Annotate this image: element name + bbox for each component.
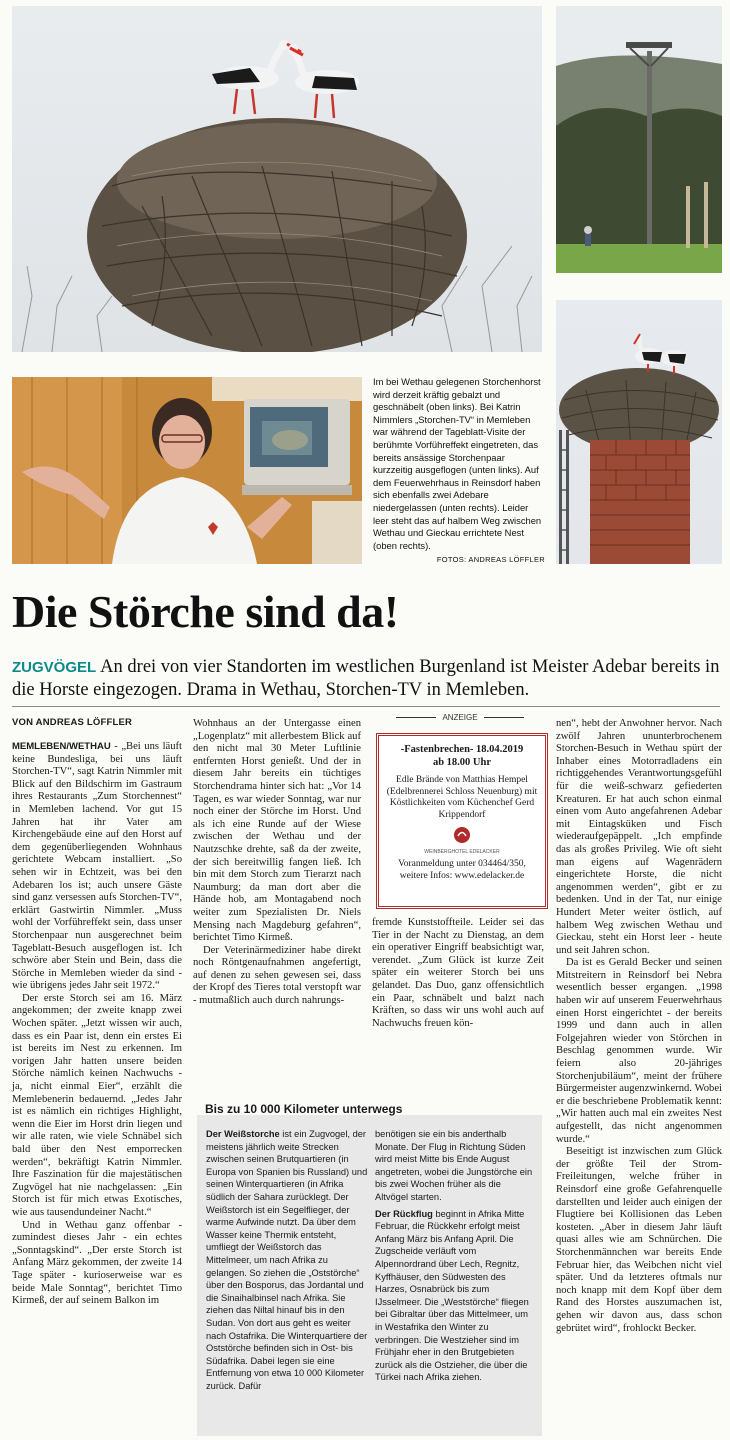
info-box-lead: Der Weißstorche xyxy=(206,1129,280,1139)
rubric-tag: ZUGVÖGEL xyxy=(12,659,97,676)
deck-text: An drei von vier Standorten im westlichen Burgenland ist Meister Adebar bereits in die Horste eingezogen. Drama in Wethau, Storchen-TV in Memleben. xyxy=(12,657,720,700)
byline: VON ANDREAS LÖFFLER xyxy=(12,717,133,728)
article-column-2 xyxy=(193,718,361,1008)
headline: Die Störche sind da! xyxy=(12,586,399,637)
photo-empty-nest-pole xyxy=(556,6,722,273)
caption-text: Im bei Wethau gelegenen Storchenhorst wird derzeit kräftig gebalzt und geschnäbelt (oben links). Bei Katrin Nimmlers „Storchen-TV“ in Memleben war während der Tageblatt-Visite der berühmte Vorführeffekt eingetreten, das bereits ansässige Storchenpaar kurzzeitig ausgeflogen (unten links). Auf dem Feuerwehrhaus in Reinsdorf haben sich ebenfalls zwei Adebare niedergelassen (unten rechts). Leider leer steht das auf halbem Weg zwischen Wethau und Gieckau errichtete Nest (oben rechts). xyxy=(373,376,542,551)
article-paragraph: Wohnhaus an der Untergasse einen „Logenplatz“ mit allerbestem Blick auf den nicht mal 30 Meter Luftlinie entfernten Horst genießt. Und der in diesem Jahr bereits ein tüchtiges Storchendrama hinter sich hat: „Vor 14 Tagen, es war wieder Sonntag, war nur noch einer der Störche im Horst. Und als ich eine Runde auf der Wiese zwischen der Wethau und der Nautzschke drehte, saß da der zweite, der sich bereitwillig fangen ließ. Ich bin mit dem Storch zum Tierarzt nach Naumburg; da man dort aber die Hände hob, am Montagabend noch weiter zum Spezialisten Dr. Niels Mensing nach Magdeburg gefahren“, berichtet Timo Kirmeß. xyxy=(193,718,361,944)
divider-line xyxy=(12,706,720,707)
ad-contact: Voranmeldung unter 034464/350, weitere Infos: www.edelacker.de xyxy=(398,859,526,881)
photo-storchen-tv-memleben xyxy=(12,377,362,564)
info-box-title: Bis zu 10 000 Kilometer unterwegs xyxy=(205,1102,403,1116)
article-column-4 xyxy=(556,718,722,1335)
article-column-1 xyxy=(12,741,182,1308)
photo-credit: FOTOS: ANDREAS LÖFFLER xyxy=(436,555,545,565)
deck xyxy=(12,656,720,701)
article-paragraph: MEMLEBEN/WETHAU - „Bei uns läuft keine Bundesliga, bei uns läuft Storchen-TV“, sagt Katrin Nimmler mit Blick auf den Bildschirm im Gastraum ihres Restaurants „Zum Storchennest“ in Memleben lachend. Vor gut 15 Jahren hat ihr Vater am Kirchengebäude eine auf den Horst auf dem gegenüberliegenden Wohnhaus gerichtete Webcam installiert. „So sehen wir in Echtzeit, was bei den Adebaren los ist; auch unsere Gäste sind ganz versessen aufs Storchen-TV“, erklärt Gastwirtin Nimmler. „Muss wohl der Vorführeffekt sein, dass unser Storchenpaar nun ausgerechnet beim Tageblatt-Besuch ausgeflogen ist. Ich schwöre aber Stein und Bein, dass die Störche in Memleben wieder da sind - wie übrigens jedes Jahr seit 1972.“ xyxy=(12,741,182,992)
article-paragraph: Der erste Storch sei am 16. März angekommen; der zweite knapp zwei Wochen später. „Jetzt wissen wir auch, dass es ein Paar ist, denn ein erstes Ei ist bereits im Nest zu erkennen. Im vorigen Jahr hatten unsere beiden Störche nämlich keinen Nachwuchs - ja, nicht einmal Eier“, erzählt die Memlebenerin bedauernd. „Jedes Jahr ist es nämlich ein richtiges Highlight, wenn die Eier im Horst drin liegen und wir alle raten, wie viele Schnäbel sich bald über den Nest emporrecken werden“, bekräftigt Katrin Nimmler. Ihre Faszination für die majestätischen Zugvögel hat nie nachgelassen: „Ein Storch ist für mich etwas Exotisches, wie aus tausendundeiner Nacht.“ xyxy=(12,992,182,1218)
ad-body: Edle Brände von Matthias Hempel (Edelbrennerei Schloss Neuenburg) mit Köstlichkeiten vom Küchenchef Gerd Krippendorf xyxy=(386,775,538,820)
info-box-lead: Der Rückflug xyxy=(375,1208,433,1219)
article-paragraph: Der Veterinärmediziner habe direkt noch Röntgenaufnahmen angefertigt, auf denen zu sehen gewesen sei, dass der Kropf des Tieres total verstopft war - mutmaßlich auch durch nahrungs- xyxy=(193,944,361,1007)
info-box-column-left: Der Weißstorche ist ein Zugvogel, der meistens jährlich weite Strecken zwischen seinen Brutquartieren (in Europa von Spanien bis Russland) und seinen Winterquartieren (in Afrika südlich der Sahara zurücklegt. Der Weißstorch ist ein Segelflieger, der warme Aufwinde nutzt. Da über dem Wasser keine Thermik entsteht, umfliegt der Weißstorch das Mittelmeer, um nach Afrika zu gelangen. So ziehen die „Oststörche“ über den Bosporus, das Jordantal und die Sinaihalbinsel nach Afrika. Sie ziehen das Niltal hinauf bis in den Sudan. Von dort aus geht es weiter nach Ostafrika. Die Winterquartiere der Oststörche befinden sich in Ost- bis Südafrika. Dabei legen sie eine Entfernung von etwa 10 000 Kilometer zurück. Dafür xyxy=(206,1129,368,1391)
photo-caption xyxy=(373,376,545,567)
ad-headline: -Fastenbrechen- 18.04.2019 ab 18.00 Uhr xyxy=(400,744,524,768)
ad-label: ANZEIGE xyxy=(372,713,548,722)
article-paragraph: Und in Wethau ganz offenbar - zumindest dieses Jahr - ein echtes „Sonntagskind“. „Der erste Storch ist Anfang März gekommen, der zweite 14 Tage später - kurioserweise war es beide Male Sonntag“, berichtet Timo Kirmeß, der auf seinem Balkon im xyxy=(12,1219,182,1307)
photo-storks-fire-station-reinsdorf xyxy=(556,300,722,564)
advertisement[interactable] xyxy=(376,733,548,909)
article-column-3 xyxy=(372,917,544,1030)
ad-logo: WEINBERGHOTEL EDELACKER xyxy=(379,826,545,855)
info-box-column-right: benötigen sie ein bis anderthalb Monate. Der Flug in Richtung Süden wird meist Mitte bis Ende August angetreten, wobei die Jungstörche ein bis zwei Wochen früher als die Altvögel starten. Der Rückflug beginnt in Afrika Mitte Februar, die Rückkehr erfolgt meist Anfang März bis Anfang April. Die Zugscheide verläuft vom Alpennordrand über Lech, Regnitz, Kyffhäuser, den Südwesten des Harzes, Osnabrück bis zum IJsselmeer. Die „Weststörche“ fliegen bei Gibraltar über das Mittelmeer, um in Westafrika den Winter zu verbringen. Die Westzieher sind im Frühjahr eher in den Brutgebieten zurück als die Ostzieher, die über die Türkei nach Afrika ziehen. xyxy=(375,1129,533,1383)
article-paragraph: fremde Kunststoffteile. Leider sei das Tier in der Nacht zu Dienstag, an dem ein operativer Eingriff beabsichtigt war, verendet. „Zum Glück ist kurze Zeit später ein weiterer Storch bei uns gelandet. Das Duo, ganz offensichtlich ein Paar, schnäbelt und balzt nach Kräften, so dass wir uns wohl auch auf Nachwuchs freuen kön- xyxy=(372,917,544,1029)
article-paragraph: Da ist es Gerald Becker und seinen Mitstreitern in Reinsdorf bei Nebra wesentlich besser ergangen. „1998 haben wir auf unserem Feuerwehrhaus einen Horst eingerichtet - der bereits 1999 und dann auch in allen Folgejahren wieder von Störchen in Beschlag genommen wurde. Wir feiern also 20-jähriges Storchenjubiläum“, meint der frühere Bürgermeister augenzwinkernd. Wobei er die beschriebene Problematik kennt: „Wir hatten auch mal ein zweites Nest aufgestellt, das nicht angenommen wurde.“ xyxy=(556,957,722,1145)
article-paragraph: nen“, hebt der Anwohner hervor. Nach zwölf Jahren ununterbrochenem Storchen-Besuch in Wethau spürt der Inhaber eines Motorradladens ein richtiggehendes Verantwortungsgefühl für die weiß-schwarz gefiederten Kreaturen. Er hat auch schon einmal einen vom Auto angefahrenen Adebar mit Eintagsküken und Fisch wiederaufgepäppelt. „Ich empfinde das als großes Privileg. Wie oft sieht man eigens auf Wagenrädern eingerichtete Horste, die nicht angenommen werden“, gibt er zu bedenken. Und in der Tat, nur einige Hundert Meter weiter östlich, auf halbem Weg zwischen Wethau und Gieckau, steht ein Horst leer - heute und seit Jahren schon. xyxy=(556,718,722,956)
hotel-logo-icon xyxy=(452,826,472,844)
dateline: MEMLEBEN/WETHAU xyxy=(12,741,111,752)
article-paragraph: Beseitigt ist inzwischen zum Glück der größte Teil der Strom-Freileitungen, welche früher in Reinsdorf eine große Gefahrenquelle darstellten und leider auch einigen der Flugtiere bei Kollisionen das Leben kosteten. „Aber in diesem Jahr läuft quasi alles wie am Schnürchen. Die Storchenmännchen war bereits Ende Februar hier, das Weibchen nicht viel später. Und da letzteres oftmals nur noch knapp mit dem Kopf über dem Rand des Horstes auszumachen ist, gehen wir davon aus, dass schon gebrütet wird“, frohlockt Becker. xyxy=(556,1146,722,1334)
photo-storks-nest-wethau xyxy=(12,6,542,352)
